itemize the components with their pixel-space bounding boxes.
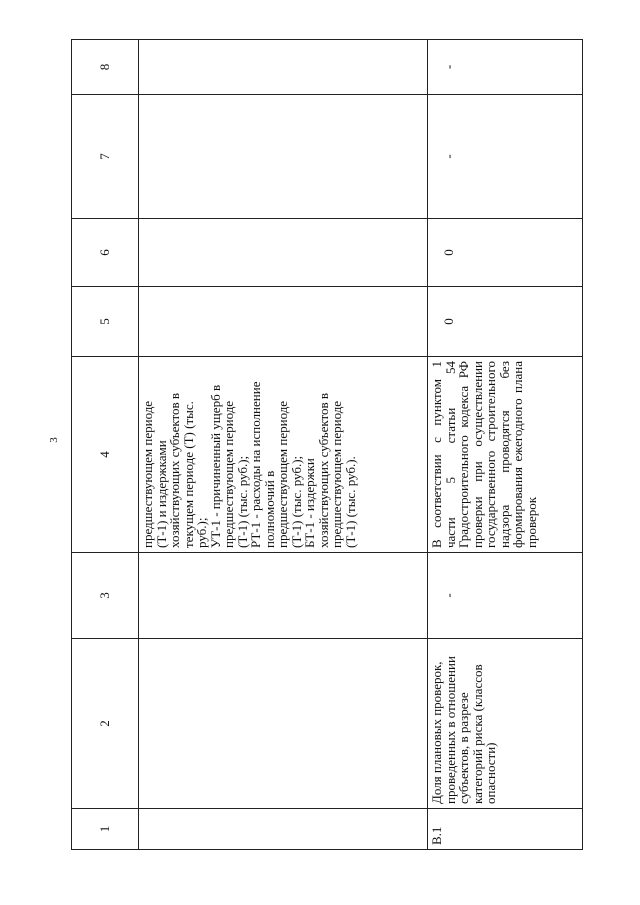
formula-line: (Т-1) (тыс. руб.);	[234, 455, 250, 548]
formula-line: хозяйствующих субъектов в	[167, 392, 182, 548]
indicator-code: В.1	[428, 809, 583, 850]
cell-col7-value: -	[428, 95, 583, 219]
formula-line: предшествующем периоде	[275, 400, 290, 548]
cell-empty	[139, 553, 428, 639]
table-row-continued	[139, 40, 428, 850]
header-cell: 1	[72, 809, 139, 850]
cell-col6-value: 0	[428, 219, 583, 287]
formula-line: УТ-1 - причиненный ущерб в	[207, 384, 223, 548]
header-cell: 6	[72, 219, 139, 287]
formula-line: (Т-1) и издержками	[153, 440, 169, 548]
formula-line: БТ-1 - издержки	[302, 458, 317, 548]
cell-col5-value: 0	[428, 287, 583, 357]
page-number: 3	[48, 437, 60, 443]
table-row-b1	[428, 40, 583, 850]
formula-line: руб.);	[194, 517, 209, 548]
cell-empty	[139, 219, 428, 287]
cell-col3-value: -	[428, 553, 583, 639]
formula-line: предшествующем периоде	[329, 400, 344, 548]
indicators-table	[71, 39, 583, 850]
cell-empty	[139, 809, 428, 850]
cell-empty	[139, 639, 428, 809]
header-cell: 8	[72, 40, 139, 95]
formula-line: предшествующем периоде	[140, 400, 155, 548]
cell-empty	[139, 287, 428, 357]
formula-line: текущем периоде (Т) (тыс.	[180, 401, 196, 548]
formula-line: полномочий в	[261, 470, 277, 548]
table-header-row	[72, 40, 139, 850]
formula-definitions-cell	[139, 357, 428, 553]
header-cell: 7	[72, 95, 139, 219]
calculation-note: В соответствии с пунктом 1 части 5 статьи 54 Градостроительного кодекса РФ проверки при осуществлении государственного строительного надзора проводятся без формирования ежегодного плана проверок	[428, 357, 583, 553]
header-cell: 3	[72, 553, 139, 639]
header-cell: 2	[72, 639, 139, 809]
cell-empty	[139, 95, 428, 219]
indicator-name: Доля плановых проверок, проведенных в отношении субъектов, в разрезе категорий риска (классов опасности)	[428, 639, 583, 809]
cell-col8-value: -	[428, 40, 583, 95]
formula-line: (Т-1) (тыс. руб.).	[342, 456, 358, 548]
formula-line: хозяйствующих субъектов в	[315, 392, 331, 548]
cell-empty	[139, 40, 428, 95]
formula-line: (Т-1) (тыс. руб.);	[288, 455, 304, 548]
formula-line: предшествующем периоде	[221, 400, 236, 548]
header-cell: 4	[72, 357, 139, 553]
header-cell: 5	[72, 287, 139, 357]
formula-line: РТ-1 - расходы на исполнение	[248, 381, 263, 548]
rotated-page-content	[48, 40, 563, 850]
